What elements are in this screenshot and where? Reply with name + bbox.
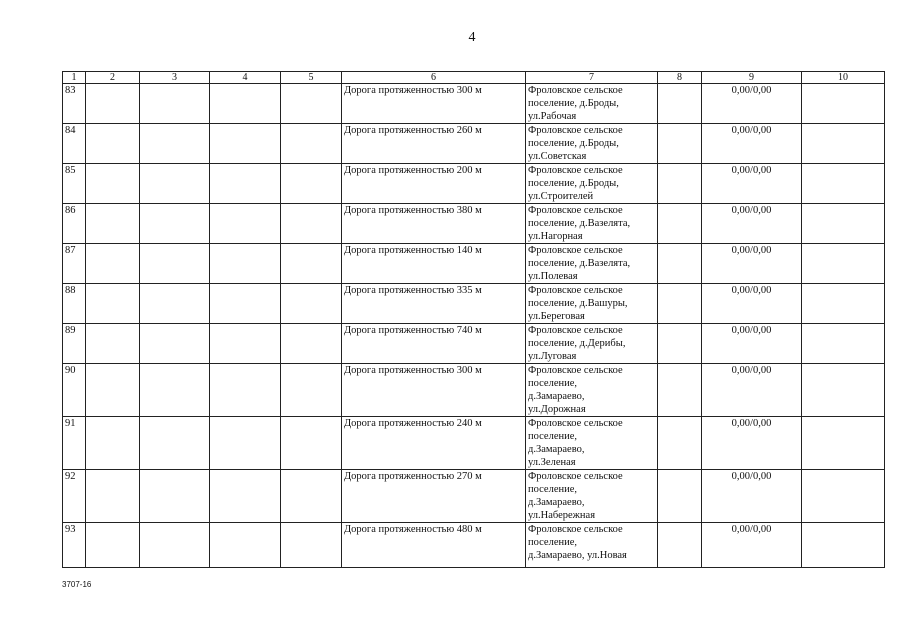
empty-cell <box>140 470 210 523</box>
value-cell: 0,00/0,00 <box>702 470 802 523</box>
location-line: ул.Береговая <box>528 311 585 322</box>
empty-cell <box>210 470 281 523</box>
empty-cell <box>86 470 140 523</box>
location-line: Фроловское сельское <box>528 285 623 296</box>
row-number: 92 <box>63 470 86 523</box>
empty-cell <box>658 417 702 470</box>
header-row <box>63 72 885 84</box>
value-cell: 0,00/0,00 <box>702 124 802 164</box>
object-location <box>526 470 658 523</box>
value-cell: 0,00/0,00 <box>702 164 802 204</box>
empty-cell <box>140 523 210 568</box>
empty-cell <box>140 417 210 470</box>
location-line: д.Замараево, <box>528 497 585 508</box>
empty-cell <box>86 124 140 164</box>
empty-cell <box>802 324 885 364</box>
empty-cell <box>140 284 210 324</box>
empty-cell <box>802 204 885 244</box>
location-line: Фроловское сельское <box>528 245 623 256</box>
empty-cell <box>210 84 281 124</box>
object-name: Дорога протяженностью 260 м <box>342 124 526 164</box>
empty-cell <box>210 324 281 364</box>
empty-cell <box>802 284 885 324</box>
empty-cell <box>140 84 210 124</box>
empty-cell <box>210 204 281 244</box>
location-line: Фроловское сельское <box>528 524 623 535</box>
empty-cell <box>281 204 342 244</box>
object-location <box>526 164 658 204</box>
empty-cell <box>281 284 342 324</box>
location-line: ул.Нагорная <box>528 231 583 242</box>
empty-cell <box>140 324 210 364</box>
object-name: Дорога протяженностью 335 м <box>342 284 526 324</box>
location-line: поселение, <box>528 378 578 389</box>
empty-cell <box>86 364 140 417</box>
object-name: Дорога протяженностью 140 м <box>342 244 526 284</box>
location-line: Фроловское сельское <box>528 418 623 429</box>
empty-cell <box>140 244 210 284</box>
empty-cell <box>86 204 140 244</box>
location-line: ул.Полевая <box>528 271 578 282</box>
empty-cell <box>658 84 702 124</box>
location-line: поселение, д.Вазелята, <box>528 258 631 269</box>
location-line: д.Замараево, <box>528 444 585 455</box>
empty-cell <box>658 164 702 204</box>
table-row <box>63 84 885 124</box>
header-cell: 7 <box>526 72 658 84</box>
table-row <box>63 124 885 164</box>
empty-cell <box>281 523 342 568</box>
empty-cell <box>86 523 140 568</box>
value-cell: 0,00/0,00 <box>702 204 802 244</box>
empty-cell <box>802 124 885 164</box>
empty-cell <box>210 124 281 164</box>
location-line: Фроловское сельское <box>528 125 623 136</box>
value-cell: 0,00/0,00 <box>702 417 802 470</box>
empty-cell <box>281 164 342 204</box>
empty-cell <box>658 284 702 324</box>
object-name: Дорога протяженностью 200 м <box>342 164 526 204</box>
empty-cell <box>210 364 281 417</box>
object-name: Дорога протяженностью 270 м <box>342 470 526 523</box>
location-line: поселение, д.Вашуры, <box>528 298 628 309</box>
location-line: ул.Строителей <box>528 191 594 202</box>
location-line: Фроловское сельское <box>528 205 623 216</box>
object-name: Дорога протяженностью 240 м <box>342 417 526 470</box>
empty-cell <box>140 164 210 204</box>
table-row <box>63 204 885 244</box>
empty-cell <box>281 84 342 124</box>
location-line: Фроловское сельское <box>528 165 623 176</box>
table-row <box>63 244 885 284</box>
location-line: ул.Советская <box>528 151 587 162</box>
empty-cell <box>802 244 885 284</box>
empty-cell <box>802 84 885 124</box>
row-number: 85 <box>63 164 86 204</box>
header-cell: 9 <box>702 72 802 84</box>
object-location <box>526 284 658 324</box>
empty-cell <box>210 523 281 568</box>
location-line: поселение, д.Дерибы, <box>528 338 626 349</box>
value-cell: 0,00/0,00 <box>702 84 802 124</box>
empty-cell <box>140 204 210 244</box>
location-line: ул.Луговая <box>528 351 577 362</box>
empty-cell <box>210 417 281 470</box>
table-row <box>63 164 885 204</box>
row-number: 91 <box>63 417 86 470</box>
location-line: поселение, <box>528 484 578 495</box>
empty-cell <box>658 204 702 244</box>
row-number: 90 <box>63 364 86 417</box>
empty-cell <box>658 364 702 417</box>
empty-cell <box>281 324 342 364</box>
empty-cell <box>802 364 885 417</box>
empty-cell <box>281 417 342 470</box>
table-row <box>63 364 885 417</box>
location-line: ул.Дорожная <box>528 404 586 415</box>
document-code: 3707-16 <box>62 580 92 589</box>
location-line: поселение, д.Вазелята, <box>528 218 631 229</box>
empty-cell <box>86 164 140 204</box>
header-cell: 10 <box>802 72 885 84</box>
header-cell: 1 <box>63 72 86 84</box>
empty-cell <box>658 523 702 568</box>
header-cell: 4 <box>210 72 281 84</box>
object-name: Дорога протяженностью 480 м <box>342 523 526 568</box>
location-line: Фроловское сельское <box>528 365 623 376</box>
empty-cell <box>658 124 702 164</box>
location-line: Фроловское сельское <box>528 471 623 482</box>
header-cell: 2 <box>86 72 140 84</box>
table-row <box>63 470 885 523</box>
location-line: поселение, <box>528 537 578 548</box>
row-number: 84 <box>63 124 86 164</box>
row-number: 87 <box>63 244 86 284</box>
table-row <box>63 417 885 470</box>
location-line: ул.Набережная <box>528 510 596 521</box>
empty-cell <box>802 470 885 523</box>
location-line: Фроловское сельское <box>528 325 623 336</box>
object-location <box>526 523 658 568</box>
empty-cell <box>802 523 885 568</box>
row-number: 88 <box>63 284 86 324</box>
empty-cell <box>86 244 140 284</box>
header-cell: 3 <box>140 72 210 84</box>
location-line: ул.Зеленая <box>528 457 576 468</box>
empty-cell <box>86 417 140 470</box>
object-name: Дорога протяженностью 300 м <box>342 364 526 417</box>
empty-cell <box>140 124 210 164</box>
header-cell: 6 <box>342 72 526 84</box>
empty-cell <box>658 244 702 284</box>
empty-cell <box>281 364 342 417</box>
row-number: 86 <box>63 204 86 244</box>
empty-cell <box>86 324 140 364</box>
value-cell: 0,00/0,00 <box>702 244 802 284</box>
empty-cell <box>802 417 885 470</box>
object-location <box>526 84 658 124</box>
object-name: Дорога протяженностью 380 м <box>342 204 526 244</box>
row-number: 93 <box>63 523 86 568</box>
value-cell: 0,00/0,00 <box>702 364 802 417</box>
object-location <box>526 124 658 164</box>
location-line: поселение, д.Броды, <box>528 178 619 189</box>
empty-cell <box>658 470 702 523</box>
header-cell: 8 <box>658 72 702 84</box>
empty-cell <box>281 470 342 523</box>
location-line: поселение, д.Броды, <box>528 138 619 149</box>
location-line: д.Замараево, <box>528 391 585 402</box>
table-row <box>63 523 885 568</box>
page-number: 4 <box>468 30 476 45</box>
object-location <box>526 364 658 417</box>
empty-cell <box>281 124 342 164</box>
location-line: ул.Рабочая <box>528 111 577 122</box>
empty-cell <box>86 284 140 324</box>
empty-cell <box>281 244 342 284</box>
object-location <box>526 417 658 470</box>
empty-cell <box>658 324 702 364</box>
table-row <box>63 284 885 324</box>
empty-cell <box>802 164 885 204</box>
object-name: Дорога протяженностью 300 м <box>342 84 526 124</box>
empty-cell <box>210 284 281 324</box>
table-row <box>63 324 885 364</box>
object-location <box>526 244 658 284</box>
location-line: д.Замараево, ул.Новая <box>528 550 627 561</box>
object-location <box>526 204 658 244</box>
empty-cell <box>210 164 281 204</box>
row-number: 89 <box>63 324 86 364</box>
empty-cell <box>140 364 210 417</box>
header-cell: 5 <box>281 72 342 84</box>
object-name: Дорога протяженностью 740 м <box>342 324 526 364</box>
value-cell: 0,00/0,00 <box>702 324 802 364</box>
registry-table <box>62 71 885 568</box>
value-cell: 0,00/0,00 <box>702 284 802 324</box>
object-location <box>526 324 658 364</box>
location-line: поселение, <box>528 431 578 442</box>
location-line: поселение, д.Броды, <box>528 98 619 109</box>
empty-cell <box>86 84 140 124</box>
value-cell: 0,00/0,00 <box>702 523 802 568</box>
location-line: Фроловское сельское <box>528 85 623 96</box>
row-number: 83 <box>63 84 86 124</box>
empty-cell <box>210 244 281 284</box>
